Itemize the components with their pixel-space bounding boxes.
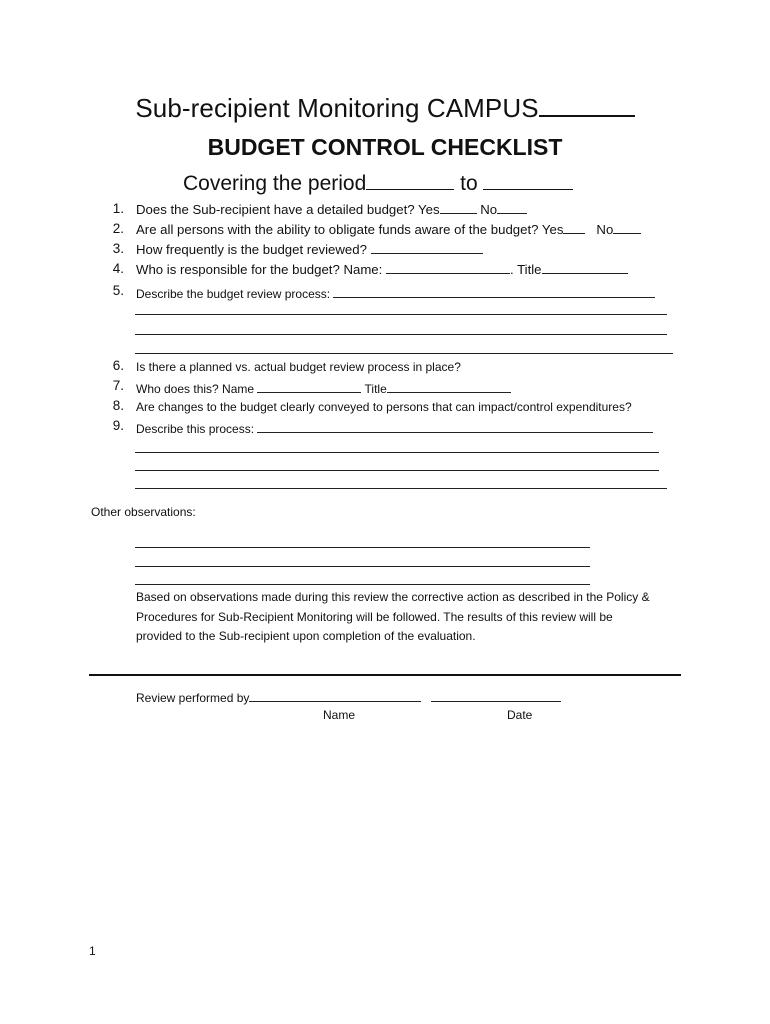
review-date-blank[interactable] (431, 689, 561, 702)
item-9-extra-line[interactable] (135, 452, 659, 453)
item-3-blank[interactable] (371, 241, 483, 254)
period-end-blank[interactable] (483, 171, 573, 190)
paragraph-line: Procedures for Sub-Recipient Monitoring will be followed. The results of this review will be (136, 609, 613, 624)
paragraph-line: Based on observations made during this review the corrective action as described in the Policy & (136, 590, 650, 604)
checklist-item-1 (136, 201, 527, 217)
item-3-text: How frequently is the budget reviewed? (136, 242, 367, 257)
checklist-item-5 (136, 285, 655, 301)
observation-line[interactable] (135, 566, 590, 567)
item-2-yes-blank[interactable] (563, 221, 585, 234)
item-1-no-label: No (480, 202, 498, 217)
checklist-item-8: Are changes to the budget clearly conveyed to persons that can impact/control expenditures? (136, 400, 632, 414)
item-1-yes-blank[interactable] (440, 201, 477, 214)
item-5-blank[interactable] (333, 285, 655, 298)
item-9-extra-line[interactable] (135, 470, 659, 471)
campus-title (0, 93, 770, 124)
campus-title-text: Sub-recipient Monitoring CAMPUS (135, 93, 539, 123)
item-5-extra-line[interactable] (135, 353, 673, 354)
item-number: 2. (112, 221, 124, 236)
checklist-item-9 (136, 420, 653, 436)
item-2-text: Are all persons with the ability to obligate funds aware of the budget? Yes (136, 222, 564, 237)
observation-line[interactable] (135, 584, 590, 585)
name-caption: Name (323, 708, 356, 722)
item-7-text: Who does this? Name (136, 382, 255, 396)
item-2-no-label: No (596, 222, 614, 237)
item-number: 1. (112, 201, 124, 216)
item-number: 9. (112, 418, 124, 433)
checklist-item-3 (136, 241, 483, 257)
section-divider (89, 674, 681, 676)
item-9-blank[interactable] (257, 420, 653, 433)
item-1-no-blank[interactable] (497, 201, 527, 214)
observations-label: Other observations: (91, 505, 196, 519)
review-line (136, 689, 561, 705)
period-to-label: to (460, 172, 478, 195)
item-4-name-blank[interactable] (386, 261, 510, 274)
item-4-text: Who is responsible for the budget? Name: (136, 262, 383, 277)
item-5-extra-line[interactable] (135, 334, 667, 335)
checklist-item-7 (136, 380, 511, 396)
checklist-item-6: Is there a planned vs. actual budget review process in place? (136, 360, 461, 374)
review-label: Review performed by (136, 691, 250, 705)
document-title: BUDGET CONTROL CHECKLIST (207, 134, 563, 160)
item-7-name-blank[interactable] (257, 380, 361, 393)
item-7-title-blank[interactable] (387, 380, 511, 393)
item-number: 8. (112, 398, 124, 413)
item-9-text: Describe this process: (136, 422, 255, 436)
item-1-text: Does the Sub-recipient have a detailed budget? Yes (136, 202, 440, 217)
item-number: 4. (112, 261, 124, 276)
corrective-action-paragraph (136, 588, 691, 647)
item-9-extra-line[interactable] (135, 488, 667, 489)
item-number: 3. (112, 241, 124, 256)
period-label: Covering the period (183, 172, 367, 195)
checklist-item-4 (136, 261, 628, 277)
item-number: 6. (112, 358, 124, 373)
period-start-blank[interactable] (366, 171, 454, 190)
item-7-title-label: Title (364, 382, 387, 396)
item-5-extra-line[interactable] (135, 314, 667, 315)
period-line (183, 171, 573, 196)
paragraph-line: provided to the Sub-recipient upon completion of the evaluation. (136, 629, 476, 643)
item-5-text: Describe the budget review process: (136, 287, 331, 301)
item-number: 5. (112, 283, 124, 298)
checklist-item-2 (136, 221, 641, 237)
page-number: 1 (89, 944, 96, 958)
item-4-title-label: . Title (509, 262, 542, 277)
date-caption: Date (507, 708, 533, 722)
campus-blank[interactable] (539, 95, 635, 117)
item-2-no-blank[interactable] (613, 221, 641, 234)
reviewer-name-blank[interactable] (249, 689, 421, 702)
item-number: 7. (112, 378, 124, 393)
item-4-title-blank[interactable] (542, 261, 628, 274)
observation-line[interactable] (135, 547, 590, 548)
